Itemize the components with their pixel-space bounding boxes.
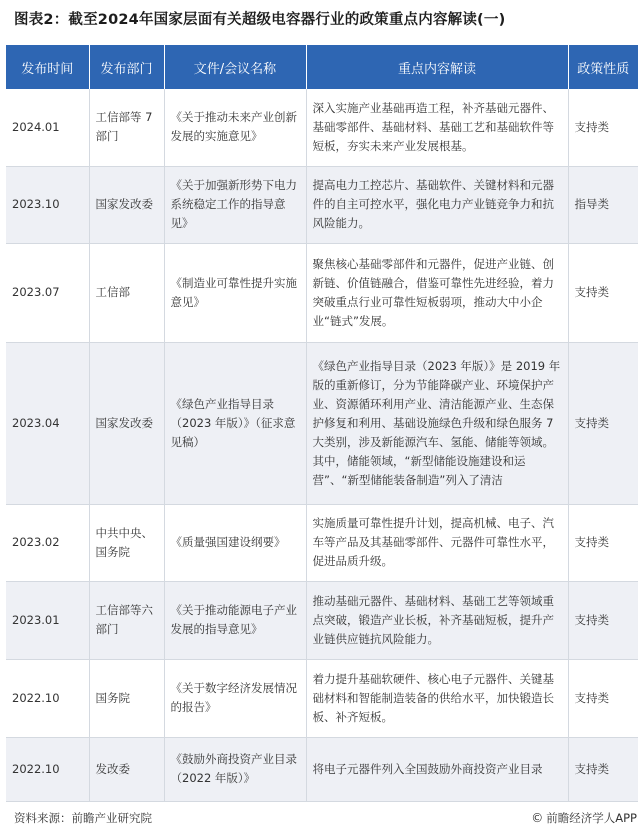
policy-table bbox=[6, 45, 638, 802]
header-summary: 重点内容解读 bbox=[306, 45, 568, 89]
cell-department: 工信部等 7 部门 bbox=[89, 89, 164, 166]
copyright-icon: © bbox=[531, 811, 544, 825]
header-date: 发布时间 bbox=[6, 45, 89, 89]
cell-date: 2023.10 bbox=[6, 166, 89, 243]
cell-department: 国务院 bbox=[89, 659, 164, 737]
cell-nature: 支持类 bbox=[568, 659, 638, 737]
cell-date: 2023.07 bbox=[6, 243, 89, 342]
cell-nature: 支持类 bbox=[568, 581, 638, 659]
cell-date: 2024.01 bbox=[6, 89, 89, 166]
brand-name: 前瞻经济学人APP bbox=[546, 811, 637, 825]
cell-department: 工信部等六部门 bbox=[89, 581, 164, 659]
cell-document-name: 《绿色产业指导目录（2023 年版）》（征求意见稿） bbox=[164, 342, 306, 504]
header-document-name: 文件/会议名称 bbox=[164, 45, 306, 89]
header-nature: 政策性质 bbox=[568, 45, 638, 89]
cell-document-name: 《关于数字经济发展情况的报告》 bbox=[164, 659, 306, 737]
table-header-row bbox=[6, 45, 638, 89]
cell-department: 国家发改委 bbox=[89, 342, 164, 504]
cell-date: 2023.02 bbox=[6, 504, 89, 581]
cell-summary: 提高电力工控芯片、基础软件、关键材料和元器件的自主可控水平，强化电力产业链竞争力和抗风险能力。 bbox=[306, 166, 568, 243]
cell-summary: 《绿色产业指导目录（2023 年版）》是 2019 年版的重新修订，分为节能降碳产业、环境保护产业、资源循环利用产业、清洁能源产业、生态保护修复和利用、基础设施绿色升级和绿色服务 7 大类别，涉及新能源汽车、氢能、储能等领域。其中，储能领域，“新型储能设施建设和运营”、“新型储能装备制造”列入了清洁 bbox=[306, 342, 568, 504]
cell-nature: 支持类 bbox=[568, 737, 638, 801]
cell-document-name: 《关于加强新形势下电力系统稳定工作的指导意见》 bbox=[164, 166, 306, 243]
table-row bbox=[6, 166, 638, 243]
cell-summary: 着力提升基础软硬件、核心电子元器件、关键基础材料和智能制造装备的供给水平，加快锻造长板、补齐短板。 bbox=[306, 659, 568, 737]
table-row bbox=[6, 504, 638, 581]
table-row bbox=[6, 581, 638, 659]
cell-document-name: 《关于推动能源电子产业发展的指导意见》 bbox=[164, 581, 306, 659]
table-row bbox=[6, 89, 638, 166]
cell-department: 国家发改委 bbox=[89, 166, 164, 243]
cell-department: 发改委 bbox=[89, 737, 164, 801]
source-note: 资料来源：前瞻产业研究院 bbox=[14, 811, 152, 825]
cell-nature: 指导类 bbox=[568, 166, 638, 243]
cell-document-name: 《制造业可靠性提升实施意见》 bbox=[164, 243, 306, 342]
cell-date: 2023.01 bbox=[6, 581, 89, 659]
cell-date: 2022.10 bbox=[6, 659, 89, 737]
header-department: 发布部门 bbox=[89, 45, 164, 89]
page-title: 图表2：截至2024年国家层面有关超级电容器行业的政策重点内容解读(一) bbox=[14, 12, 506, 28]
cell-department: 中共中央、国务院 bbox=[89, 504, 164, 581]
cell-date: 2022.10 bbox=[6, 737, 89, 801]
table-row bbox=[6, 342, 638, 504]
cell-summary: 深入实施产业基础再造工程，补齐基础元器件、基础零部件、基础材料、基础工艺和基础软件等短板，夯实未来产业发展根基。 bbox=[306, 89, 568, 166]
cell-department: 工信部 bbox=[89, 243, 164, 342]
table-row bbox=[6, 737, 638, 801]
cell-nature: 支持类 bbox=[568, 342, 638, 504]
cell-document-name: 《关于推动未来产业创新发展的实施意见》 bbox=[164, 89, 306, 166]
table-row bbox=[6, 243, 638, 342]
cell-summary: 聚焦核心基础零部件和元器件，促进产业链、创新链、价值链融合，借鉴可靠性先进经验，着力突破重点行业可靠性短板弱项，推动大中小企业“链式”发展。 bbox=[306, 243, 568, 342]
cell-nature: 支持类 bbox=[568, 243, 638, 342]
cell-summary: 实施质量可靠性提升计划，提高机械、电子、汽车等产品及其基础零部件、元器件可靠性水平，促进品质升级。 bbox=[306, 504, 568, 581]
brand-credit bbox=[531, 810, 637, 826]
cell-summary: 推动基础元器件、基础材料、基础工艺等领域重点突破，锻造产业长板，补齐基础短板，提升产业链供应链抗风险能力。 bbox=[306, 581, 568, 659]
cell-nature: 支持类 bbox=[568, 89, 638, 166]
table-row bbox=[6, 659, 638, 737]
cell-document-name: 《质量强国建设纲要》 bbox=[164, 504, 306, 581]
cell-date: 2023.04 bbox=[6, 342, 89, 504]
cell-document-name: 《鼓励外商投资产业目录（2022 年版）》 bbox=[164, 737, 306, 801]
cell-summary: 将电子元器件列入全国鼓励外商投资产业目录 bbox=[306, 737, 568, 801]
cell-nature: 支持类 bbox=[568, 504, 638, 581]
